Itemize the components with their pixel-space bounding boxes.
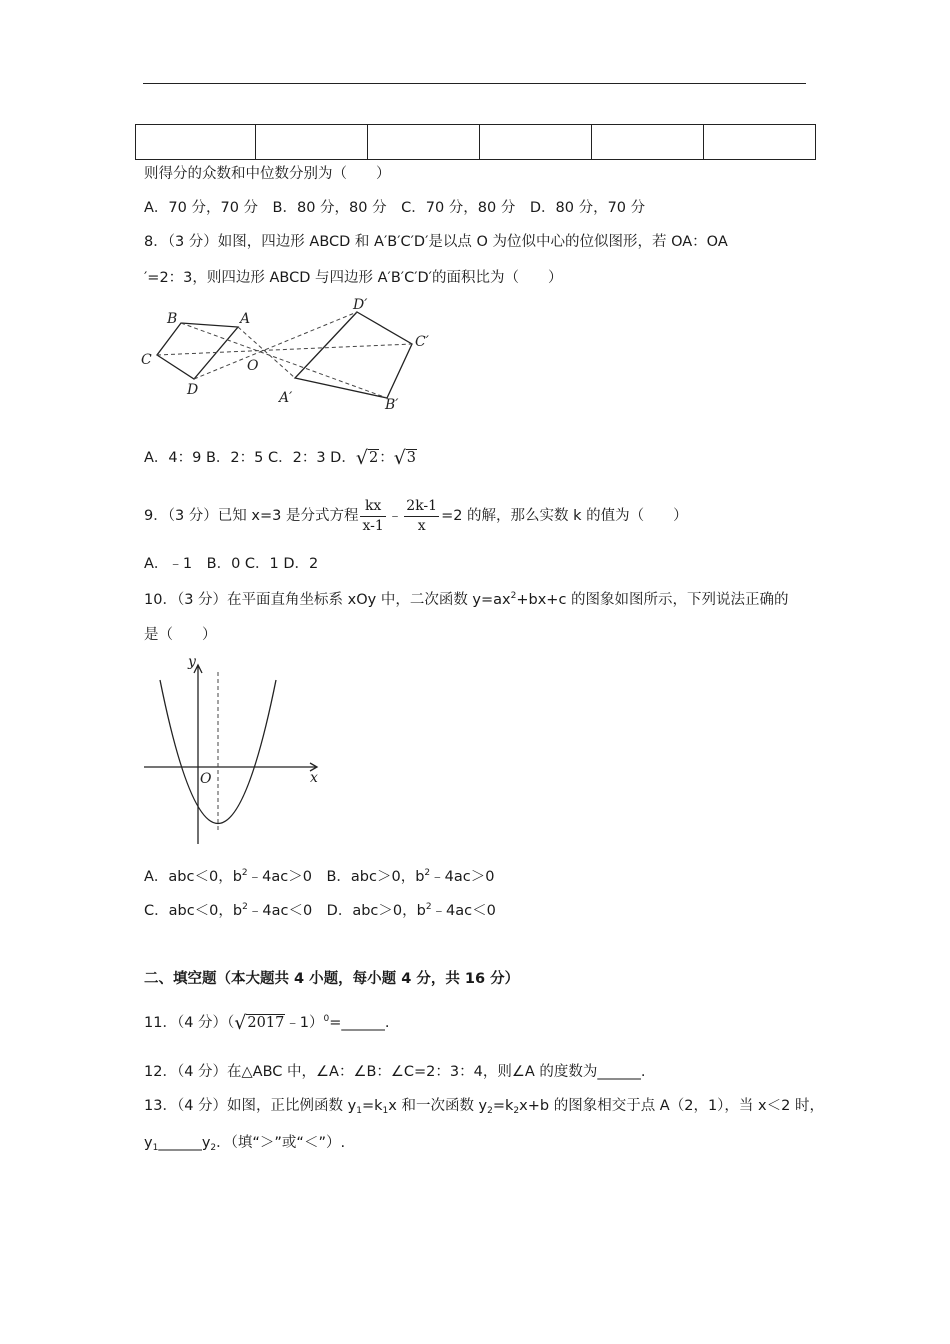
table-cell: [255, 125, 367, 160]
q9-stem: [144, 494, 688, 538]
table-cell: [591, 125, 703, 160]
table-cell: [136, 125, 256, 160]
table-cell: [703, 125, 815, 160]
q8-sqrt3: √3: [393, 447, 417, 469]
header-rule: [143, 83, 806, 84]
q9-fraction-2: $\frac{2k-1}{x}$: [406, 497, 438, 534]
q10-options-ab: A．abc＜0，$b^2﹣4ac>0$ B．abc＞0，$b^2﹣4ac>0$: [144, 868, 495, 885]
q8-line2: ′=2：3，则四边形 ABCD 与四边形 A′B′C′D′的面积比为（ ）: [144, 270, 563, 286]
q10-line1: 10．（3 分）在平面直角坐标系 xOy 中，二次函数 $y=ax^2+bx+c$ 的图象如图所示，下列说法正确的: [144, 591, 789, 608]
table-cell: [367, 125, 479, 160]
q9-prefix: 9．（3 分）已知 x=3 是分式方程: [144, 508, 359, 524]
q8-options-text: A．4：9 B．2：5 C．2：3 D．: [144, 450, 356, 466]
q12-stem: 12．（4 分）在△ABC 中，∠A：∠B：∠C=2：3：4，则∠A 的度数为______.: [144, 1064, 646, 1080]
q10-line2: 是（ ）: [144, 627, 217, 643]
q8-label-d: D: [187, 382, 199, 398]
q10-parabola-figure: [140, 652, 325, 847]
q8-label-dprime: D′: [353, 297, 368, 313]
q8-homothety-figure: [135, 292, 440, 412]
q9-suffix: =2 的解，那么实数 k 的值为（ ）: [441, 508, 688, 524]
q8-label-aprime: A′: [279, 390, 293, 406]
score-table: [135, 124, 816, 160]
q9-options: A．﹣1 B．0 C．1 D．2: [144, 556, 319, 572]
q8-line1: 8．（3 分）如图，四边形 ABCD 和 A′B′C′D′是以点 O 为位似中心的位似图形，若 OA：OA: [144, 234, 728, 250]
q8-label-o: O: [247, 358, 259, 374]
q10-label-y: y: [188, 654, 196, 670]
q8-options: [144, 448, 417, 468]
q8-label-bprime: B′: [385, 397, 399, 412]
section-title: 二、填空题（本大题共 4 小题，每小题 4 分，共 16 分）: [144, 971, 520, 987]
table-cell: [479, 125, 591, 160]
q8-label-b: B: [167, 311, 178, 327]
q13-line1: 13．（4 分）如图，正比例函数 $y_1=k_1x$ 和一次函数 $y_2=k_2x+b$ 的图象相交于点 A（2，1），当 x＜2 时，: [144, 1098, 824, 1116]
q11-sqrt: √2017: [234, 1012, 285, 1034]
q8-label-c: C: [141, 352, 152, 368]
q7-stem: 则得分的众数和中位数分别为（ ）: [144, 166, 391, 182]
q8-sqrt2: √2: [355, 447, 379, 469]
q10-options-cd: C．abc＜0，$b^2﹣4ac<0$ D．abc＞0，$b^2﹣4ac<0$: [144, 902, 496, 919]
q10-label-o: O: [200, 771, 212, 787]
q8-label-a: A: [240, 311, 251, 327]
q9-minus: ﹣: [387, 508, 403, 524]
q13-line2: $y_1\_\_\_\_\_\_y_2$．（填“＞”或“＜”）.: [144, 1135, 346, 1153]
q7-options: A．70 分，70 分 B．80 分，80 分 C．70 分，80 分 D．80 分，70 分: [144, 200, 646, 216]
q9-fraction-1: $\frac{kx}{x-1}$: [362, 497, 384, 534]
q8-ratio-sep: ：: [379, 450, 394, 466]
q11-stem: 11．（4 分）（√2017﹣1）$^0$=______.: [144, 1012, 390, 1034]
q10-label-x: x: [310, 770, 318, 786]
q8-label-cprime: C′: [415, 334, 429, 350]
